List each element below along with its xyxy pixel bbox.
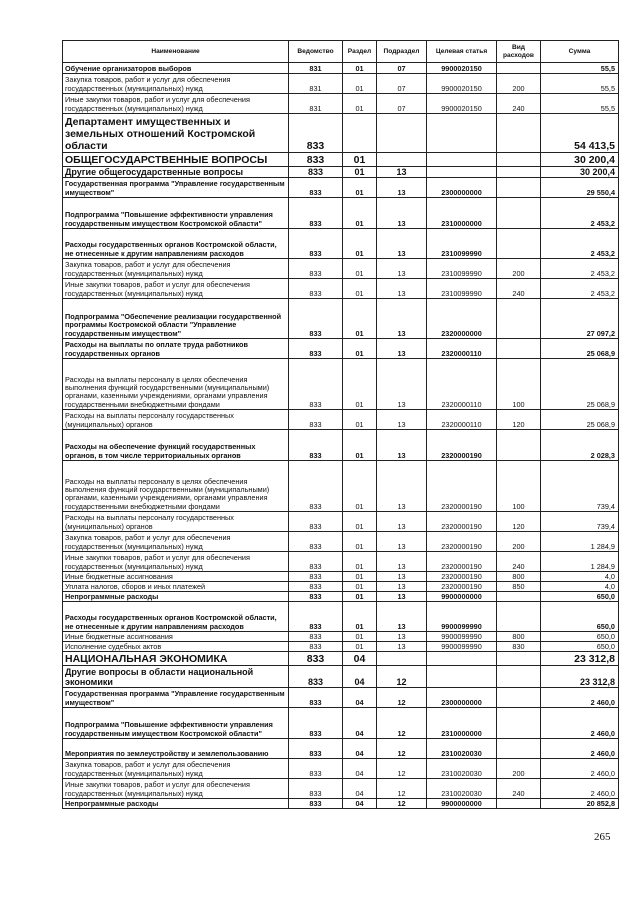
cell-subsection: 07 xyxy=(377,74,427,94)
header-row xyxy=(63,41,619,63)
cell-name: Закупка товаров, работ и услуг для обеспечения государственных (муниципальных) нужд xyxy=(63,532,289,552)
cell-name: Закупка товаров, работ и услуг для обеспечения государственных (муниципальных) нужд xyxy=(63,759,289,779)
cell-section: 01 xyxy=(343,259,377,279)
cell-target-item: 2310099990 xyxy=(427,259,497,279)
cell-target-item xyxy=(427,153,497,167)
cell-target-item: 2320000190 xyxy=(427,461,497,512)
cell-subsection: 13 xyxy=(377,167,427,178)
cell-target-item: 9900099990 xyxy=(427,642,497,652)
cell-expense-type xyxy=(497,602,541,632)
cell-sum: 2 460,0 xyxy=(541,759,619,779)
cell-section: 04 xyxy=(343,652,377,666)
table-row xyxy=(63,582,619,592)
cell-target-item: 2320000190 xyxy=(427,532,497,552)
cell-expense-type: 240 xyxy=(497,552,541,572)
cell-subsection: 12 xyxy=(377,779,427,799)
cell-sum: 650,0 xyxy=(541,632,619,642)
cell-subsection: 07 xyxy=(377,63,427,74)
cell-expense-type: 800 xyxy=(497,632,541,642)
cell-target-item: 2300000000 xyxy=(427,688,497,708)
cell-sum: 55,5 xyxy=(541,74,619,94)
cell-name: Расходы государственных органов Костромской области, не отнесенные к другим направлениям расходов xyxy=(63,229,289,259)
cell-sum: 2 460,0 xyxy=(541,779,619,799)
cell-department: 833 xyxy=(289,642,343,652)
cell-expense-type: 830 xyxy=(497,642,541,652)
cell-subsection: 13 xyxy=(377,512,427,532)
header-sum: Сумма xyxy=(541,41,619,63)
cell-section: 01 xyxy=(343,299,377,339)
table-row xyxy=(63,688,619,708)
cell-sum: 29 550,4 xyxy=(541,178,619,198)
cell-department: 831 xyxy=(289,74,343,94)
cell-name: Государственная программа "Управление государственным имуществом" xyxy=(63,178,289,198)
cell-target-item: 2310099990 xyxy=(427,229,497,259)
cell-target-item: 2310020030 xyxy=(427,759,497,779)
cell-expense-type: 240 xyxy=(497,279,541,299)
cell-target-item: 9900099990 xyxy=(427,602,497,632)
cell-subsection: 13 xyxy=(377,410,427,430)
cell-subsection xyxy=(377,652,427,666)
table-row xyxy=(63,74,619,94)
cell-name: Непрограммные расходы xyxy=(63,799,289,809)
cell-sum: 739,4 xyxy=(541,461,619,512)
cell-subsection: 13 xyxy=(377,642,427,652)
cell-section: 01 xyxy=(343,94,377,114)
cell-expense-type: 200 xyxy=(497,759,541,779)
cell-name: Расходы на выплаты по оплате труда работников государственных органов xyxy=(63,339,289,359)
cell-expense-type xyxy=(497,430,541,461)
cell-expense-type: 200 xyxy=(497,532,541,552)
cell-section: 01 xyxy=(343,198,377,229)
cell-expense-type xyxy=(497,229,541,259)
cell-expense-type: 240 xyxy=(497,94,541,114)
cell-name: Мероприятия по землеустройству и землепользованию xyxy=(63,739,289,759)
cell-sum: 2 460,0 xyxy=(541,688,619,708)
cell-target-item: 2310099990 xyxy=(427,279,497,299)
cell-target-item: 9900020150 xyxy=(427,74,497,94)
table-row xyxy=(63,259,619,279)
cell-target-item: 2310000000 xyxy=(427,708,497,739)
cell-department: 833 xyxy=(289,461,343,512)
cell-name: Другие общегосударственные вопросы xyxy=(63,167,289,178)
table-row xyxy=(63,114,619,153)
cell-expense-type xyxy=(497,592,541,602)
cell-section: 01 xyxy=(343,602,377,632)
cell-section: 01 xyxy=(343,74,377,94)
table-row xyxy=(63,632,619,642)
cell-sum: 2 453,2 xyxy=(541,229,619,259)
cell-sum: 739,4 xyxy=(541,512,619,532)
cell-department: 833 xyxy=(289,759,343,779)
cell-name: НАЦИОНАЛЬНАЯ ЭКОНОМИКА xyxy=(63,652,289,666)
cell-section: 01 xyxy=(343,410,377,430)
cell-sum: 55,5 xyxy=(541,63,619,74)
cell-department: 833 xyxy=(289,279,343,299)
cell-sum: 25 068,9 xyxy=(541,359,619,410)
cell-sum: 25 068,9 xyxy=(541,339,619,359)
cell-section: 01 xyxy=(343,532,377,552)
cell-department: 831 xyxy=(289,63,343,74)
cell-expense-type xyxy=(497,299,541,339)
cell-target-item: 9900000000 xyxy=(427,592,497,602)
cell-name: Иные бюджетные ассигнования xyxy=(63,632,289,642)
cell-sum: 650,0 xyxy=(541,592,619,602)
table-row xyxy=(63,198,619,229)
cell-section: 01 xyxy=(343,279,377,299)
header-section: Раздел xyxy=(343,41,377,63)
table-row xyxy=(63,642,619,652)
cell-section: 04 xyxy=(343,688,377,708)
cell-expense-type xyxy=(497,63,541,74)
cell-department: 833 xyxy=(289,512,343,532)
cell-expense-type xyxy=(497,739,541,759)
table-row xyxy=(63,63,619,74)
cell-subsection: 13 xyxy=(377,461,427,512)
cell-subsection: 12 xyxy=(377,799,427,809)
cell-target-item xyxy=(427,114,497,153)
cell-sum: 23 312,8 xyxy=(541,666,619,688)
cell-sum: 2 453,2 xyxy=(541,279,619,299)
cell-sum: 4,0 xyxy=(541,572,619,582)
cell-target-item: 2300000000 xyxy=(427,178,497,198)
header-subsection: Подраздел xyxy=(377,41,427,63)
cell-target-item: 2310000000 xyxy=(427,198,497,229)
cell-subsection: 13 xyxy=(377,299,427,339)
cell-expense-type xyxy=(497,114,541,153)
header-department: Ведомство xyxy=(289,41,343,63)
cell-department: 833 xyxy=(289,552,343,572)
cell-subsection: 13 xyxy=(377,339,427,359)
cell-name: Уплата налогов, сборов и иных платежей xyxy=(63,582,289,592)
table-row xyxy=(63,279,619,299)
cell-subsection: 13 xyxy=(377,582,427,592)
cell-department: 833 xyxy=(289,299,343,339)
cell-sum: 25 068,9 xyxy=(541,410,619,430)
cell-name: Обучение организаторов выборов xyxy=(63,63,289,74)
cell-target-item: 2320000190 xyxy=(427,582,497,592)
cell-department: 833 xyxy=(289,167,343,178)
cell-department: 833 xyxy=(289,339,343,359)
table-row xyxy=(63,359,619,410)
cell-target-item: 2320000190 xyxy=(427,552,497,572)
cell-sum: 2 028,3 xyxy=(541,430,619,461)
cell-expense-type: 200 xyxy=(497,259,541,279)
table-row xyxy=(63,779,619,799)
cell-section: 01 xyxy=(343,153,377,167)
table-row xyxy=(63,552,619,572)
cell-section: 01 xyxy=(343,461,377,512)
cell-subsection: 13 xyxy=(377,359,427,410)
budget-page xyxy=(62,40,618,809)
cell-sum: 4,0 xyxy=(541,582,619,592)
table-row xyxy=(63,167,619,178)
cell-name: Непрограммные расходы xyxy=(63,592,289,602)
table-row xyxy=(63,572,619,582)
cell-target-item xyxy=(427,652,497,666)
cell-expense-type: 120 xyxy=(497,512,541,532)
cell-subsection: 13 xyxy=(377,532,427,552)
cell-subsection: 12 xyxy=(377,708,427,739)
cell-subsection: 13 xyxy=(377,430,427,461)
cell-sum: 20 852,8 xyxy=(541,799,619,809)
header-name: Наименование xyxy=(63,41,289,63)
cell-name: Департамент имущественных и земельных отношений Костромской области xyxy=(63,114,289,153)
cell-sum: 2 453,2 xyxy=(541,259,619,279)
cell-section: 04 xyxy=(343,739,377,759)
cell-sum: 30 200,4 xyxy=(541,167,619,178)
cell-expense-type xyxy=(497,153,541,167)
cell-subsection: 12 xyxy=(377,739,427,759)
cell-expense-type: 100 xyxy=(497,359,541,410)
cell-expense-type: 240 xyxy=(497,779,541,799)
table-header xyxy=(63,41,619,63)
cell-subsection: 12 xyxy=(377,759,427,779)
cell-department: 833 xyxy=(289,229,343,259)
table-row xyxy=(63,512,619,532)
cell-name: Расходы на выплаты персоналу в целях обеспечения выполнения функций государственными (муниципальными) органами, казенными учреждениями, органами управления государственными внебюджетными фондами xyxy=(63,461,289,512)
cell-target-item: 2320000110 xyxy=(427,339,497,359)
cell-section: 01 xyxy=(343,552,377,572)
cell-sum: 650,0 xyxy=(541,642,619,652)
cell-target-item: 9900020150 xyxy=(427,94,497,114)
cell-section: 04 xyxy=(343,708,377,739)
cell-name: Расходы на выплаты персоналу в целях обеспечения выполнения функций государственными (муниципальными) органами, казенными учреждениями, органами управления государственными внебюджетными фондами xyxy=(63,359,289,410)
cell-sum: 55,5 xyxy=(541,94,619,114)
table-row xyxy=(63,430,619,461)
cell-name: Подпрограмма "Повышение эффективности управления государственным имуществом Костромской области" xyxy=(63,198,289,229)
cell-target-item xyxy=(427,666,497,688)
cell-target-item: 2320000110 xyxy=(427,359,497,410)
cell-section: 04 xyxy=(343,666,377,688)
table-row xyxy=(63,461,619,512)
cell-subsection: 07 xyxy=(377,94,427,114)
cell-department: 833 xyxy=(289,532,343,552)
cell-subsection: 13 xyxy=(377,552,427,572)
cell-subsection: 13 xyxy=(377,178,427,198)
cell-name: Закупка товаров, работ и услуг для обеспечения государственных (муниципальных) нужд xyxy=(63,74,289,94)
cell-sum: 650,0 xyxy=(541,602,619,632)
cell-department: 833 xyxy=(289,582,343,592)
table-row xyxy=(63,708,619,739)
table-row xyxy=(63,739,619,759)
cell-department: 833 xyxy=(289,572,343,582)
cell-target-item: 9900000000 xyxy=(427,799,497,809)
cell-name: Закупка товаров, работ и услуг для обеспечения государственных (муниципальных) нужд xyxy=(63,259,289,279)
cell-section: 01 xyxy=(343,430,377,461)
cell-sum: 2 460,0 xyxy=(541,708,619,739)
cell-department: 833 xyxy=(289,666,343,688)
cell-name: Иные бюджетные ассигнования xyxy=(63,572,289,582)
cell-section: 01 xyxy=(343,582,377,592)
cell-department: 833 xyxy=(289,652,343,666)
cell-target-item: 2320000190 xyxy=(427,512,497,532)
cell-expense-type: 100 xyxy=(497,461,541,512)
cell-department: 833 xyxy=(289,259,343,279)
table-row xyxy=(63,759,619,779)
cell-subsection: 13 xyxy=(377,632,427,642)
table-row xyxy=(63,410,619,430)
cell-name: Расходы на выплаты персоналу государственных (муниципальных) органов xyxy=(63,410,289,430)
table-row xyxy=(63,799,619,809)
cell-department: 833 xyxy=(289,602,343,632)
cell-target-item: 2320000110 xyxy=(427,410,497,430)
cell-section: 01 xyxy=(343,632,377,642)
cell-sum: 30 200,4 xyxy=(541,153,619,167)
cell-target-item: 2320000190 xyxy=(427,572,497,582)
cell-expense-type: 800 xyxy=(497,572,541,582)
cell-subsection: 13 xyxy=(377,592,427,602)
cell-department: 833 xyxy=(289,799,343,809)
cell-name: Иные закупки товаров, работ и услуг для обеспечения государственных (муниципальных) нужд xyxy=(63,279,289,299)
cell-sum: 54 413,5 xyxy=(541,114,619,153)
cell-department: 833 xyxy=(289,688,343,708)
cell-expense-type xyxy=(497,799,541,809)
cell-department: 833 xyxy=(289,592,343,602)
cell-section: 01 xyxy=(343,63,377,74)
cell-name: Иные закупки товаров, работ и услуг для обеспечения государственных (муниципальных) нужд xyxy=(63,779,289,799)
cell-name: Расходы на обеспечение функций государственных органов, в том числе территориальных органов xyxy=(63,430,289,461)
cell-section: 01 xyxy=(343,339,377,359)
cell-subsection: 13 xyxy=(377,198,427,229)
table-row xyxy=(63,666,619,688)
cell-name: Иные закупки товаров, работ и услуг для обеспечения государственных (муниципальных) нужд xyxy=(63,552,289,572)
table-row xyxy=(63,602,619,632)
cell-department: 833 xyxy=(289,708,343,739)
cell-section: 04 xyxy=(343,759,377,779)
cell-name: Другие вопросы в области национальной экономики xyxy=(63,666,289,688)
cell-subsection: 13 xyxy=(377,229,427,259)
cell-department: 833 xyxy=(289,632,343,642)
cell-expense-type xyxy=(497,167,541,178)
cell-section: 01 xyxy=(343,592,377,602)
cell-target-item: 2320000000 xyxy=(427,299,497,339)
cell-section: 01 xyxy=(343,572,377,582)
cell-target-item xyxy=(427,167,497,178)
cell-department: 833 xyxy=(289,198,343,229)
cell-section: 04 xyxy=(343,799,377,809)
cell-section: 01 xyxy=(343,229,377,259)
table-row xyxy=(63,592,619,602)
cell-expense-type xyxy=(497,652,541,666)
cell-target-item: 2320000190 xyxy=(427,430,497,461)
cell-department: 833 xyxy=(289,359,343,410)
cell-name: Государственная программа "Управление государственным имуществом" xyxy=(63,688,289,708)
header-target-item: Целевая статья xyxy=(427,41,497,63)
cell-name: Иные закупки товаров, работ и услуг для обеспечения государственных (муниципальных) нужд xyxy=(63,94,289,114)
header-expense-type: Вид расходов xyxy=(497,41,541,63)
cell-expense-type xyxy=(497,178,541,198)
cell-target-item: 2310020030 xyxy=(427,779,497,799)
cell-name: Расходы на выплаты персоналу государственных (муниципальных) органов xyxy=(63,512,289,532)
cell-section: 04 xyxy=(343,779,377,799)
cell-expense-type xyxy=(497,688,541,708)
cell-subsection xyxy=(377,114,427,153)
cell-department: 833 xyxy=(289,739,343,759)
cell-target-item: 2310020030 xyxy=(427,739,497,759)
table-body xyxy=(63,63,619,809)
cell-section xyxy=(343,114,377,153)
cell-subsection: 12 xyxy=(377,666,427,688)
cell-sum: 2 453,2 xyxy=(541,198,619,229)
cell-department: 833 xyxy=(289,114,343,153)
cell-subsection: 13 xyxy=(377,572,427,582)
cell-sum: 1 284,9 xyxy=(541,532,619,552)
cell-subsection xyxy=(377,153,427,167)
cell-name: Подпрограмма "Обеспечение реализации государственной программы Костромской области "Управление государственным имуществом" xyxy=(63,299,289,339)
table-row xyxy=(63,178,619,198)
table-row xyxy=(63,229,619,259)
cell-sum: 1 284,9 xyxy=(541,552,619,572)
cell-subsection: 13 xyxy=(377,602,427,632)
cell-subsection: 13 xyxy=(377,259,427,279)
cell-section: 01 xyxy=(343,167,377,178)
cell-expense-type: 120 xyxy=(497,410,541,430)
cell-department: 831 xyxy=(289,94,343,114)
cell-expense-type xyxy=(497,666,541,688)
cell-department: 833 xyxy=(289,430,343,461)
cell-section: 01 xyxy=(343,359,377,410)
cell-department: 833 xyxy=(289,178,343,198)
cell-section: 01 xyxy=(343,642,377,652)
cell-expense-type xyxy=(497,198,541,229)
cell-sum: 2 460,0 xyxy=(541,739,619,759)
page-number: 265 xyxy=(594,831,611,843)
table-row xyxy=(63,299,619,339)
cell-expense-type: 200 xyxy=(497,74,541,94)
table-row xyxy=(63,94,619,114)
cell-target-item: 9900020150 xyxy=(427,63,497,74)
cell-name: Расходы государственных органов Костромской области, не отнесенные к другим направлениям расходов xyxy=(63,602,289,632)
cell-section: 01 xyxy=(343,512,377,532)
cell-expense-type xyxy=(497,339,541,359)
table-row xyxy=(63,153,619,167)
cell-subsection: 12 xyxy=(377,688,427,708)
table-row xyxy=(63,532,619,552)
cell-department: 833 xyxy=(289,153,343,167)
cell-name: ОБЩЕГОСУДАРСТВЕННЫЕ ВОПРОСЫ xyxy=(63,153,289,167)
cell-target-item: 9900099990 xyxy=(427,632,497,642)
budget-table xyxy=(62,40,619,809)
cell-sum: 23 312,8 xyxy=(541,652,619,666)
cell-name: Исполнение судебных актов xyxy=(63,642,289,652)
cell-section: 01 xyxy=(343,178,377,198)
cell-department: 833 xyxy=(289,410,343,430)
cell-expense-type: 850 xyxy=(497,582,541,592)
table-row xyxy=(63,652,619,666)
cell-subsection: 13 xyxy=(377,279,427,299)
cell-department: 833 xyxy=(289,779,343,799)
cell-expense-type xyxy=(497,708,541,739)
cell-name: Подпрограмма "Повышение эффективности управления государственным имуществом Костромской области" xyxy=(63,708,289,739)
cell-sum: 27 097,2 xyxy=(541,299,619,339)
table-row xyxy=(63,339,619,359)
